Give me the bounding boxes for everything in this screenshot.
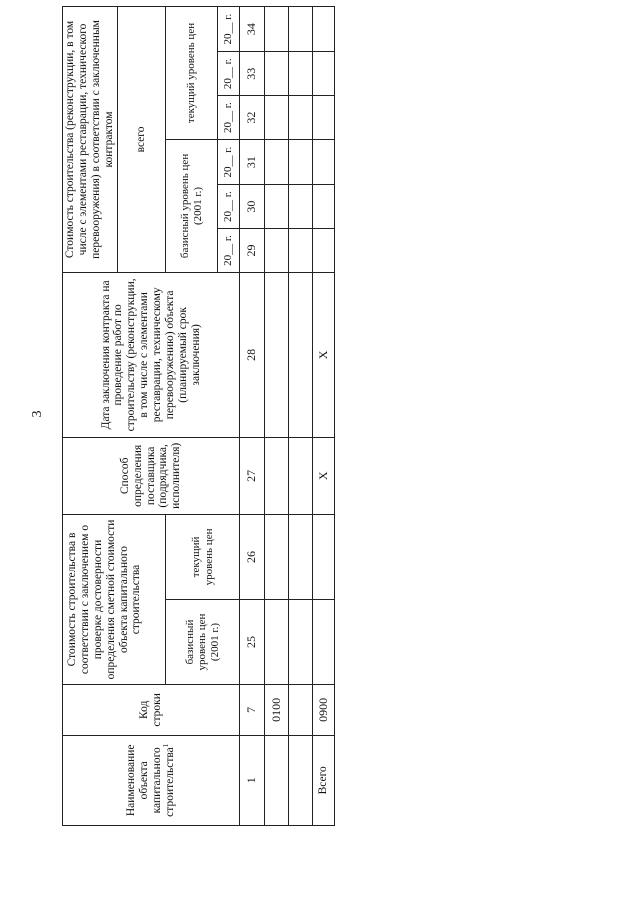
col-num-32: 32 <box>240 96 265 140</box>
col-num-31: 31 <box>240 140 265 185</box>
cell-c31-empty[interactable] <box>289 140 313 185</box>
header-contractor-method: Способ определения поставщика (подрядчика, исполнителя) <box>63 437 240 514</box>
col-num-28: 28 <box>240 272 265 437</box>
cell-name-empty[interactable] <box>289 735 313 825</box>
cell-c29-0100[interactable] <box>265 229 289 273</box>
col-num-34: 34 <box>240 7 265 52</box>
header-total: всего <box>118 7 166 273</box>
cell-c30-0100[interactable] <box>265 185 289 229</box>
header-contract-date: Дата заключения контракта на проведение работ по строительству (реконструкции, в том числе с элементами реставрации, техническому перевооружению) объекта (планируемый срок заключения) <box>63 272 240 437</box>
cell-total-code: 0900 <box>313 685 335 736</box>
cell-c33-empty[interactable] <box>289 52 313 96</box>
col-num-26: 26 <box>240 514 265 599</box>
cell-current-empty[interactable] <box>289 514 313 599</box>
header-year-current-2: 20__ г. <box>218 52 240 96</box>
cell-c29-empty[interactable] <box>289 229 313 273</box>
header-basic-price-2001-b: базисный уровень цен (2001 г.) <box>166 140 218 273</box>
cell-method-0100[interactable] <box>265 437 289 514</box>
cell-c34-0100[interactable] <box>265 7 289 52</box>
cell-name-0100[interactable] <box>265 735 289 825</box>
table-row-empty <box>289 7 313 826</box>
col-num-29: 29 <box>240 229 265 273</box>
cell-total-basic[interactable] <box>313 600 335 685</box>
cell-c30-empty[interactable] <box>289 185 313 229</box>
cell-total-c29[interactable] <box>313 229 335 273</box>
header-year-basic-3: 20__ г. <box>218 140 240 185</box>
cell-c34-empty[interactable] <box>289 7 313 52</box>
col-num-25: 25 <box>240 600 265 685</box>
cell-c33-0100[interactable] <box>265 52 289 96</box>
header-object-name: Наименование объекта капитального строительства$^1$ <box>63 735 240 825</box>
page-number: 3 <box>30 410 45 418</box>
column-number-row <box>240 7 265 826</box>
cell-total-c32[interactable] <box>313 96 335 140</box>
header-cost-contract: Стоимость строительства (реконструкции, в том числе с элементами реставрации, технического перевооружения) в соответствии с заключенным контрактом <box>63 7 118 273</box>
cell-total-current[interactable] <box>313 514 335 599</box>
cell-total-c31[interactable] <box>313 140 335 185</box>
cell-method-empty[interactable] <box>289 437 313 514</box>
cell-total-method: X <box>313 437 335 514</box>
cell-total-c30[interactable] <box>313 185 335 229</box>
header-row-code: Код строки <box>63 685 240 736</box>
cell-total-c34[interactable] <box>313 7 335 52</box>
header-year-basic-1: 20__ г. <box>218 229 240 273</box>
header-year-basic-2: 20__ г. <box>218 185 240 229</box>
col-num-7: 7 <box>240 685 265 736</box>
cell-total-c33[interactable] <box>313 52 335 96</box>
cell-c32-0100[interactable] <box>265 96 289 140</box>
col-num-33: 33 <box>240 52 265 96</box>
header-cost-expertise: Стоимость строительства в соответствии с заключением о проверке достоверности определения сметной стоимости объекта капитального строительства <box>63 514 166 684</box>
header-year-current-3: 20__ г. <box>218 7 240 52</box>
header-current-price: текущий уровень цен <box>166 514 240 599</box>
header-basic-price-2001: базисный уровень цен (2001 г.) <box>166 600 240 685</box>
cell-total-date: X <box>313 272 335 437</box>
table-row-total <box>313 7 335 826</box>
col-num-30: 30 <box>240 185 265 229</box>
table-row-0100 <box>265 7 289 826</box>
cell-code-0100: 0100 <box>265 685 289 736</box>
cell-basic-0100[interactable] <box>265 600 289 685</box>
cell-basic-empty[interactable] <box>289 600 313 685</box>
header-year-current-1: 20__ г. <box>218 96 240 140</box>
cell-date-0100[interactable] <box>265 272 289 437</box>
cell-total-label: Всего <box>313 735 335 825</box>
col-num-27: 27 <box>240 437 265 514</box>
cell-date-empty[interactable] <box>289 272 313 437</box>
capital-construction-table <box>62 6 335 826</box>
col-num-1: 1 <box>240 735 265 825</box>
cell-c32-empty[interactable] <box>289 96 313 140</box>
cell-code-empty[interactable] <box>289 685 313 736</box>
rotated-table-wrapper <box>62 6 334 826</box>
footnote-mark: 1 <box>162 743 171 748</box>
header-current-price-b: текущий уровень цен <box>166 7 218 140</box>
cell-c31-0100[interactable] <box>265 140 289 185</box>
cell-current-0100[interactable] <box>265 514 289 599</box>
